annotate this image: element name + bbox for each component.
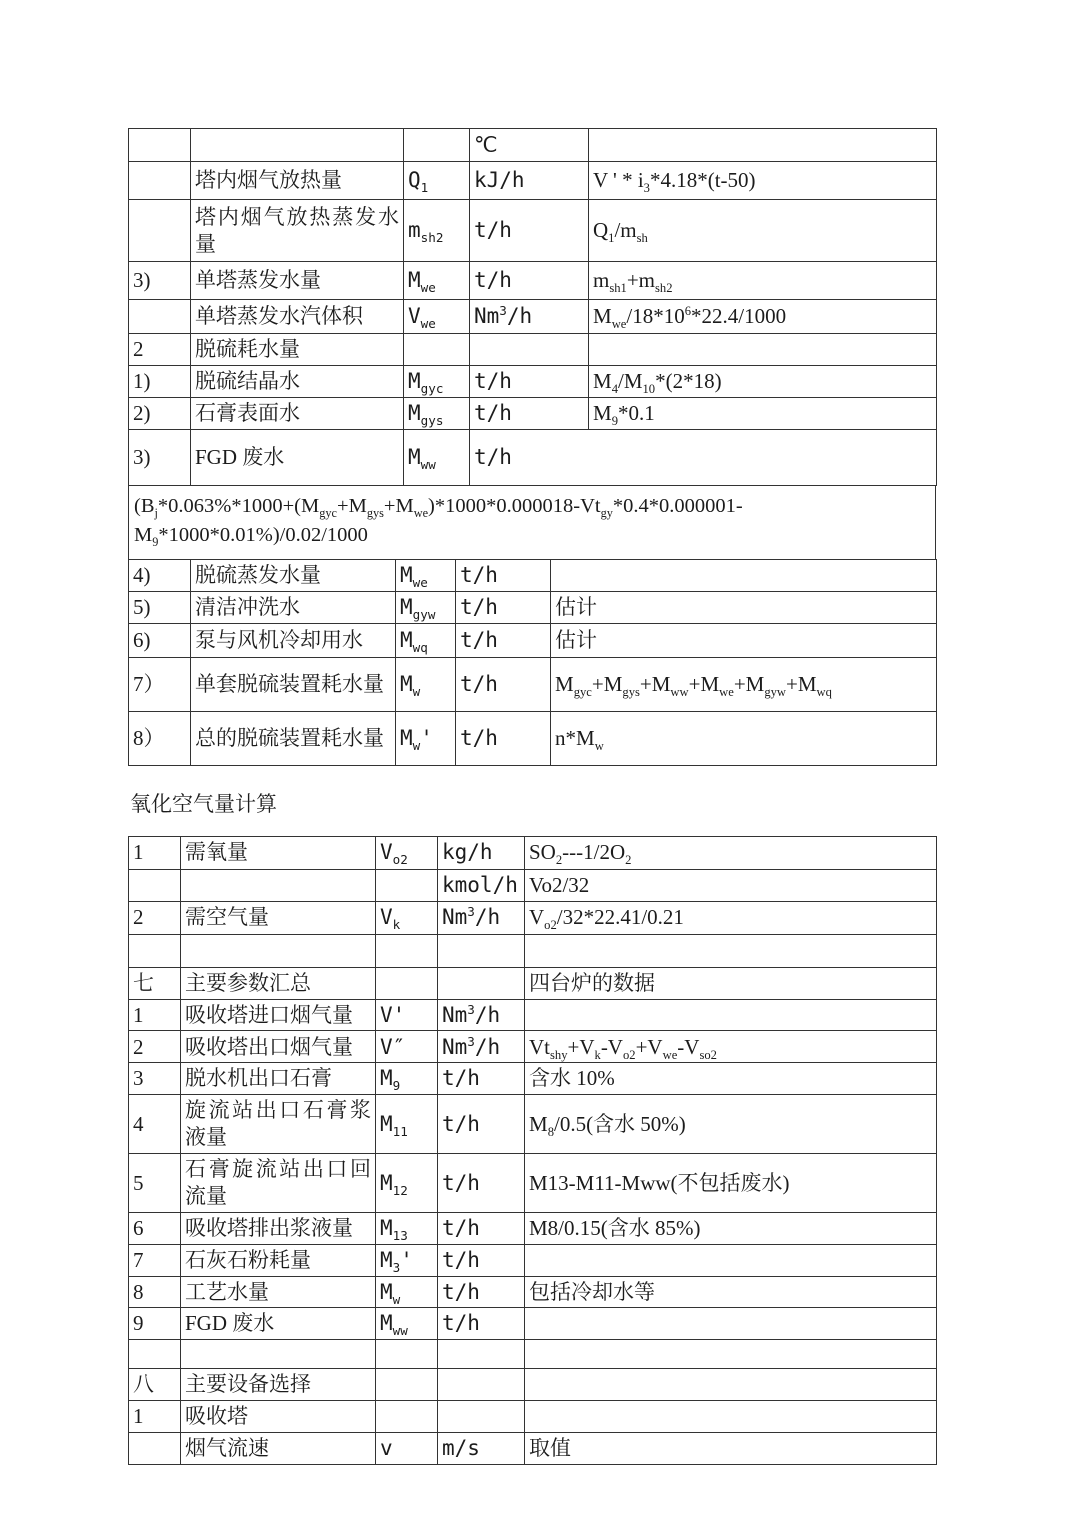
cell-index xyxy=(129,1433,181,1465)
cell-symbol: $M_w$ xyxy=(376,1276,438,1308)
cell-symbol: $M_{wq}$ xyxy=(396,623,456,657)
cell-unit: kg/h xyxy=(438,836,525,869)
cell-item-name: 脱硫耗水量 xyxy=(191,334,404,366)
cell-item-name: 单套脱硫装置耗水量 xyxy=(191,657,396,711)
table-row xyxy=(129,200,937,262)
cell-formula: V ' * $i_3*4.18*(t-50)$ xyxy=(589,162,937,200)
cell-index: 1 xyxy=(129,999,181,1031)
table-row xyxy=(129,1308,937,1340)
table-row xyxy=(129,1401,937,1433)
cell-item-name: 塔内烟气放热量 xyxy=(191,162,404,200)
cell-item-name: 塔内烟气放热蒸发水量 xyxy=(191,200,404,262)
cell-unit xyxy=(438,967,525,999)
fgd-wastewater-formula-text: $(B_j*0.063\%*1000+(M_{gyc}+M_{gys}+M_{we})*1000*0.000018-Vt_{gy}*0.4*0.000001-M_9*1000*0.01\%)/0.02/1000$ xyxy=(134,494,743,550)
cell-unit: Nm$^3$/h xyxy=(470,300,589,334)
table-row xyxy=(129,1369,937,1401)
table-row xyxy=(129,560,937,592)
cell-unit: t/h xyxy=(438,1212,525,1244)
table-row xyxy=(129,623,937,657)
cell-formula: 估计 xyxy=(551,623,937,657)
cell-unit: t/h xyxy=(438,1063,525,1095)
cell-symbol: $M_{12}$ xyxy=(376,1154,438,1213)
cell-item-name: 需氧量 xyxy=(181,836,376,869)
cell-formula: M8/0.15(含水 85%) xyxy=(525,1212,937,1244)
cell-formula: Vo2/32 xyxy=(525,869,937,901)
cell-item-name: 单塔蒸发水汽体积 xyxy=(191,300,404,334)
table-row xyxy=(129,1340,937,1369)
cell-unit: t/h xyxy=(456,623,551,657)
cell-index xyxy=(129,1340,181,1369)
cell-index: 7 xyxy=(129,1244,181,1276)
cell-symbol: $Q_1$ xyxy=(404,162,470,200)
cell-unit: t/h xyxy=(470,365,589,397)
cell-item-name: 石膏旋流站出口回流量 xyxy=(181,1154,376,1213)
cell-symbol: $M_{gyw}$ xyxy=(396,591,456,623)
cell-index xyxy=(129,934,181,967)
table-row xyxy=(129,657,937,711)
cell-item-name: 脱硫蒸发水量 xyxy=(191,560,396,592)
cell-formula: 含水 10% xyxy=(525,1063,937,1095)
cell-index: 七 xyxy=(129,967,181,999)
table-row xyxy=(129,901,937,934)
table-row xyxy=(129,1154,937,1213)
cell-formula: $M_{we}/18*10^6*22.4/1000$ xyxy=(589,300,937,334)
cell-index xyxy=(129,300,191,334)
cell-index: 2 xyxy=(129,1031,181,1063)
cell-item-name: 主要设备选择 xyxy=(181,1369,376,1401)
cell-unit: ℃ xyxy=(470,129,589,162)
cell-unit: t/h xyxy=(456,657,551,711)
cell-formula xyxy=(525,934,937,967)
cell-item-name: 脱硫结晶水 xyxy=(191,365,404,397)
table-row xyxy=(129,262,937,300)
cell-formula: $M_9*0.1$ xyxy=(589,397,937,429)
cell-formula xyxy=(525,999,937,1031)
cell-symbol xyxy=(376,869,438,901)
cell-formula: $n*M_w$ xyxy=(551,711,937,765)
cell-item-name: 石膏表面水 xyxy=(191,397,404,429)
cell-unit: t/h xyxy=(438,1308,525,1340)
cell-formula: $M_4/M_{10}*(2*18)$ xyxy=(589,365,937,397)
cell-symbol: V' xyxy=(376,999,438,1031)
cell-item-name xyxy=(181,934,376,967)
cell-symbol: $M_{13}$ xyxy=(376,1212,438,1244)
cell-item-name xyxy=(181,869,376,901)
cell-index: 3) xyxy=(129,262,191,300)
cell-formula: 四台炉的数据 xyxy=(525,967,937,999)
cell-symbol: V″ xyxy=(376,1031,438,1063)
cell-unit: t/h xyxy=(470,200,589,262)
cell-unit: t/h xyxy=(470,429,937,485)
cell-unit: t/h xyxy=(470,397,589,429)
table-row xyxy=(129,162,937,200)
cell-index: 8） xyxy=(129,711,191,765)
cell-formula: 包括冷却水等 xyxy=(525,1276,937,1308)
table-row xyxy=(129,711,937,765)
cell-unit: t/h xyxy=(456,711,551,765)
cell-formula xyxy=(525,1369,937,1401)
cell-item-name: 泵与风机冷却用水 xyxy=(191,623,396,657)
cell-formula: 取值 xyxy=(525,1433,937,1465)
cell-unit: Nm$^3$/h xyxy=(438,1031,525,1063)
cell-unit: Nm$^3$/h xyxy=(438,999,525,1031)
table-row xyxy=(129,869,937,901)
cell-index: 6) xyxy=(129,623,191,657)
table-row xyxy=(129,1212,937,1244)
fgd-wastewater-formula-row xyxy=(128,486,936,559)
cell-index: 2 xyxy=(129,334,191,366)
cell-item-name: 总的脱硫装置耗水量 xyxy=(191,711,396,765)
cell-unit xyxy=(438,1369,525,1401)
cell-index: 1) xyxy=(129,365,191,397)
table-row xyxy=(129,1095,937,1154)
cell-index xyxy=(129,200,191,262)
cell-symbol: $V_{o2}$ xyxy=(376,836,438,869)
cell-item-name: 清洁冲洗水 xyxy=(191,591,396,623)
cell-index: 2) xyxy=(129,397,191,429)
cell-unit: t/h xyxy=(470,262,589,300)
cell-formula xyxy=(525,1401,937,1433)
cell-symbol: $M_{we}$ xyxy=(396,560,456,592)
table-row xyxy=(129,967,937,999)
cell-unit: t/h xyxy=(456,591,551,623)
cell-item-name: 工艺水量 xyxy=(181,1276,376,1308)
cell-index: 4 xyxy=(129,1095,181,1154)
cell-symbol xyxy=(376,934,438,967)
cell-symbol: $M_{gys}$ xyxy=(404,397,470,429)
cell-item-name: 脱水机出口石膏 xyxy=(181,1063,376,1095)
cell-symbol: $M_3'$ xyxy=(376,1244,438,1276)
table-row xyxy=(129,300,937,334)
cell-formula: $SO_2---1/2O_2$ xyxy=(525,836,937,869)
cell-formula: $M_{gyc}+M_{gys}+M_{ww}+M_{we}+M_{gyw}+M_{wq}$ xyxy=(551,657,937,711)
cell-formula: M13-M11-Mww(不包括废水) xyxy=(525,1154,937,1213)
water-consumption-table-bottom xyxy=(128,559,937,766)
cell-formula: $Vt_{shy}+V_k-V_{o2}+V_{we}-V_{so2}$ xyxy=(525,1031,937,1063)
cell-unit: m/s xyxy=(438,1433,525,1465)
cell-index: 2 xyxy=(129,901,181,934)
table-row xyxy=(129,1244,937,1276)
cell-symbol xyxy=(404,129,470,162)
cell-unit: kmol/h xyxy=(438,869,525,901)
cell-index: 6 xyxy=(129,1212,181,1244)
cell-item-name: FGD 废水 xyxy=(191,429,404,485)
cell-index: 4) xyxy=(129,560,191,592)
cell-unit: Nm$^3$/h xyxy=(438,901,525,934)
cell-symbol: $M_{we}$ xyxy=(404,262,470,300)
cell-item-name: 吸收塔出口烟气量 xyxy=(181,1031,376,1063)
table-row xyxy=(129,934,937,967)
cell-formula xyxy=(551,560,937,592)
table-row xyxy=(129,397,937,429)
cell-index: 1 xyxy=(129,1401,181,1433)
table-row xyxy=(129,129,937,162)
cell-formula: $m_{sh1}+m_{sh2}$ xyxy=(589,262,937,300)
cell-index: 7） xyxy=(129,657,191,711)
cell-unit: t/h xyxy=(438,1154,525,1213)
cell-unit: t/h xyxy=(456,560,551,592)
cell-unit xyxy=(470,334,589,366)
cell-index xyxy=(129,129,191,162)
cell-item-name: 吸收塔 xyxy=(181,1401,376,1433)
cell-formula xyxy=(589,334,937,366)
section-heading-oxidation-air-calculation: 氧化空气量计算 xyxy=(130,791,277,816)
cell-index: 5) xyxy=(129,591,191,623)
cell-symbol: $M_{11}$ xyxy=(376,1095,438,1154)
cell-item-name: 烟气流速 xyxy=(181,1433,376,1465)
cell-index: 八 xyxy=(129,1369,181,1401)
cell-unit: t/h xyxy=(438,1095,525,1154)
cell-symbol xyxy=(404,334,470,366)
table-row xyxy=(129,999,937,1031)
cell-item-name: 吸收塔进口烟气量 xyxy=(181,999,376,1031)
cell-formula: $Q_1/m_{sh}$ xyxy=(589,200,937,262)
cell-index: 1 xyxy=(129,836,181,869)
table-row xyxy=(129,365,937,397)
cell-index: 8 xyxy=(129,1276,181,1308)
cell-index: 5 xyxy=(129,1154,181,1213)
cell-symbol: $V_{we}$ xyxy=(404,300,470,334)
cell-symbol: v xyxy=(376,1433,438,1465)
cell-formula xyxy=(525,1308,937,1340)
cell-item-name: 石灰石粉耗量 xyxy=(181,1244,376,1276)
cell-formula xyxy=(589,129,937,162)
table-row xyxy=(129,1433,937,1465)
cell-formula xyxy=(525,1340,937,1369)
cell-item-name: 旋流站出口石膏浆液量 xyxy=(181,1095,376,1154)
cell-symbol: $M_{ww}$ xyxy=(376,1308,438,1340)
cell-symbol: $M_w$ xyxy=(396,657,456,711)
cell-item-name xyxy=(181,1340,376,1369)
table-row xyxy=(129,1276,937,1308)
cell-symbol: $M_{gyc}$ xyxy=(404,365,470,397)
cell-unit xyxy=(438,1340,525,1369)
cell-formula xyxy=(525,1244,937,1276)
table-row xyxy=(129,836,937,869)
cell-index: 3) xyxy=(129,429,191,485)
cell-symbol xyxy=(376,1340,438,1369)
water-consumption-table xyxy=(128,128,936,766)
cell-unit: t/h xyxy=(438,1276,525,1308)
cell-item-name: 单塔蒸发水量 xyxy=(191,262,404,300)
table-row xyxy=(129,334,937,366)
table-row xyxy=(129,1063,937,1095)
table-row xyxy=(129,429,937,485)
cell-symbol: $M_w'$ xyxy=(396,711,456,765)
cell-index xyxy=(129,162,191,200)
cell-symbol xyxy=(376,967,438,999)
cell-symbol: $M_{ww}$ xyxy=(404,429,470,485)
cell-formula: $V_{o2}/32*22.41/0.21$ xyxy=(525,901,937,934)
table-row xyxy=(129,591,937,623)
cell-item-name: FGD 废水 xyxy=(181,1308,376,1340)
cell-index: 3 xyxy=(129,1063,181,1095)
cell-symbol xyxy=(376,1401,438,1433)
cell-unit: t/h xyxy=(438,1244,525,1276)
cell-symbol: $m_{sh2}$ xyxy=(404,200,470,262)
cell-symbol: $V_k$ xyxy=(376,901,438,934)
document-content xyxy=(128,128,936,1465)
cell-symbol: $M_9$ xyxy=(376,1063,438,1095)
table-row xyxy=(129,1031,937,1063)
cell-formula: 估计 xyxy=(551,591,937,623)
water-consumption-table-top xyxy=(128,128,937,486)
cell-item-name: 需空气量 xyxy=(181,901,376,934)
cell-unit xyxy=(438,934,525,967)
cell-unit xyxy=(438,1401,525,1433)
cell-index: 9 xyxy=(129,1308,181,1340)
cell-formula: $M_8/0.5$(含水 50%) xyxy=(525,1095,937,1154)
parameters-summary-table xyxy=(128,836,937,1465)
cell-item-name xyxy=(191,129,404,162)
cell-symbol xyxy=(376,1369,438,1401)
cell-unit: kJ/h xyxy=(470,162,589,200)
cell-index xyxy=(129,869,181,901)
cell-item-name: 吸收塔排出浆液量 xyxy=(181,1212,376,1244)
cell-item-name: 主要参数汇总 xyxy=(181,967,376,999)
